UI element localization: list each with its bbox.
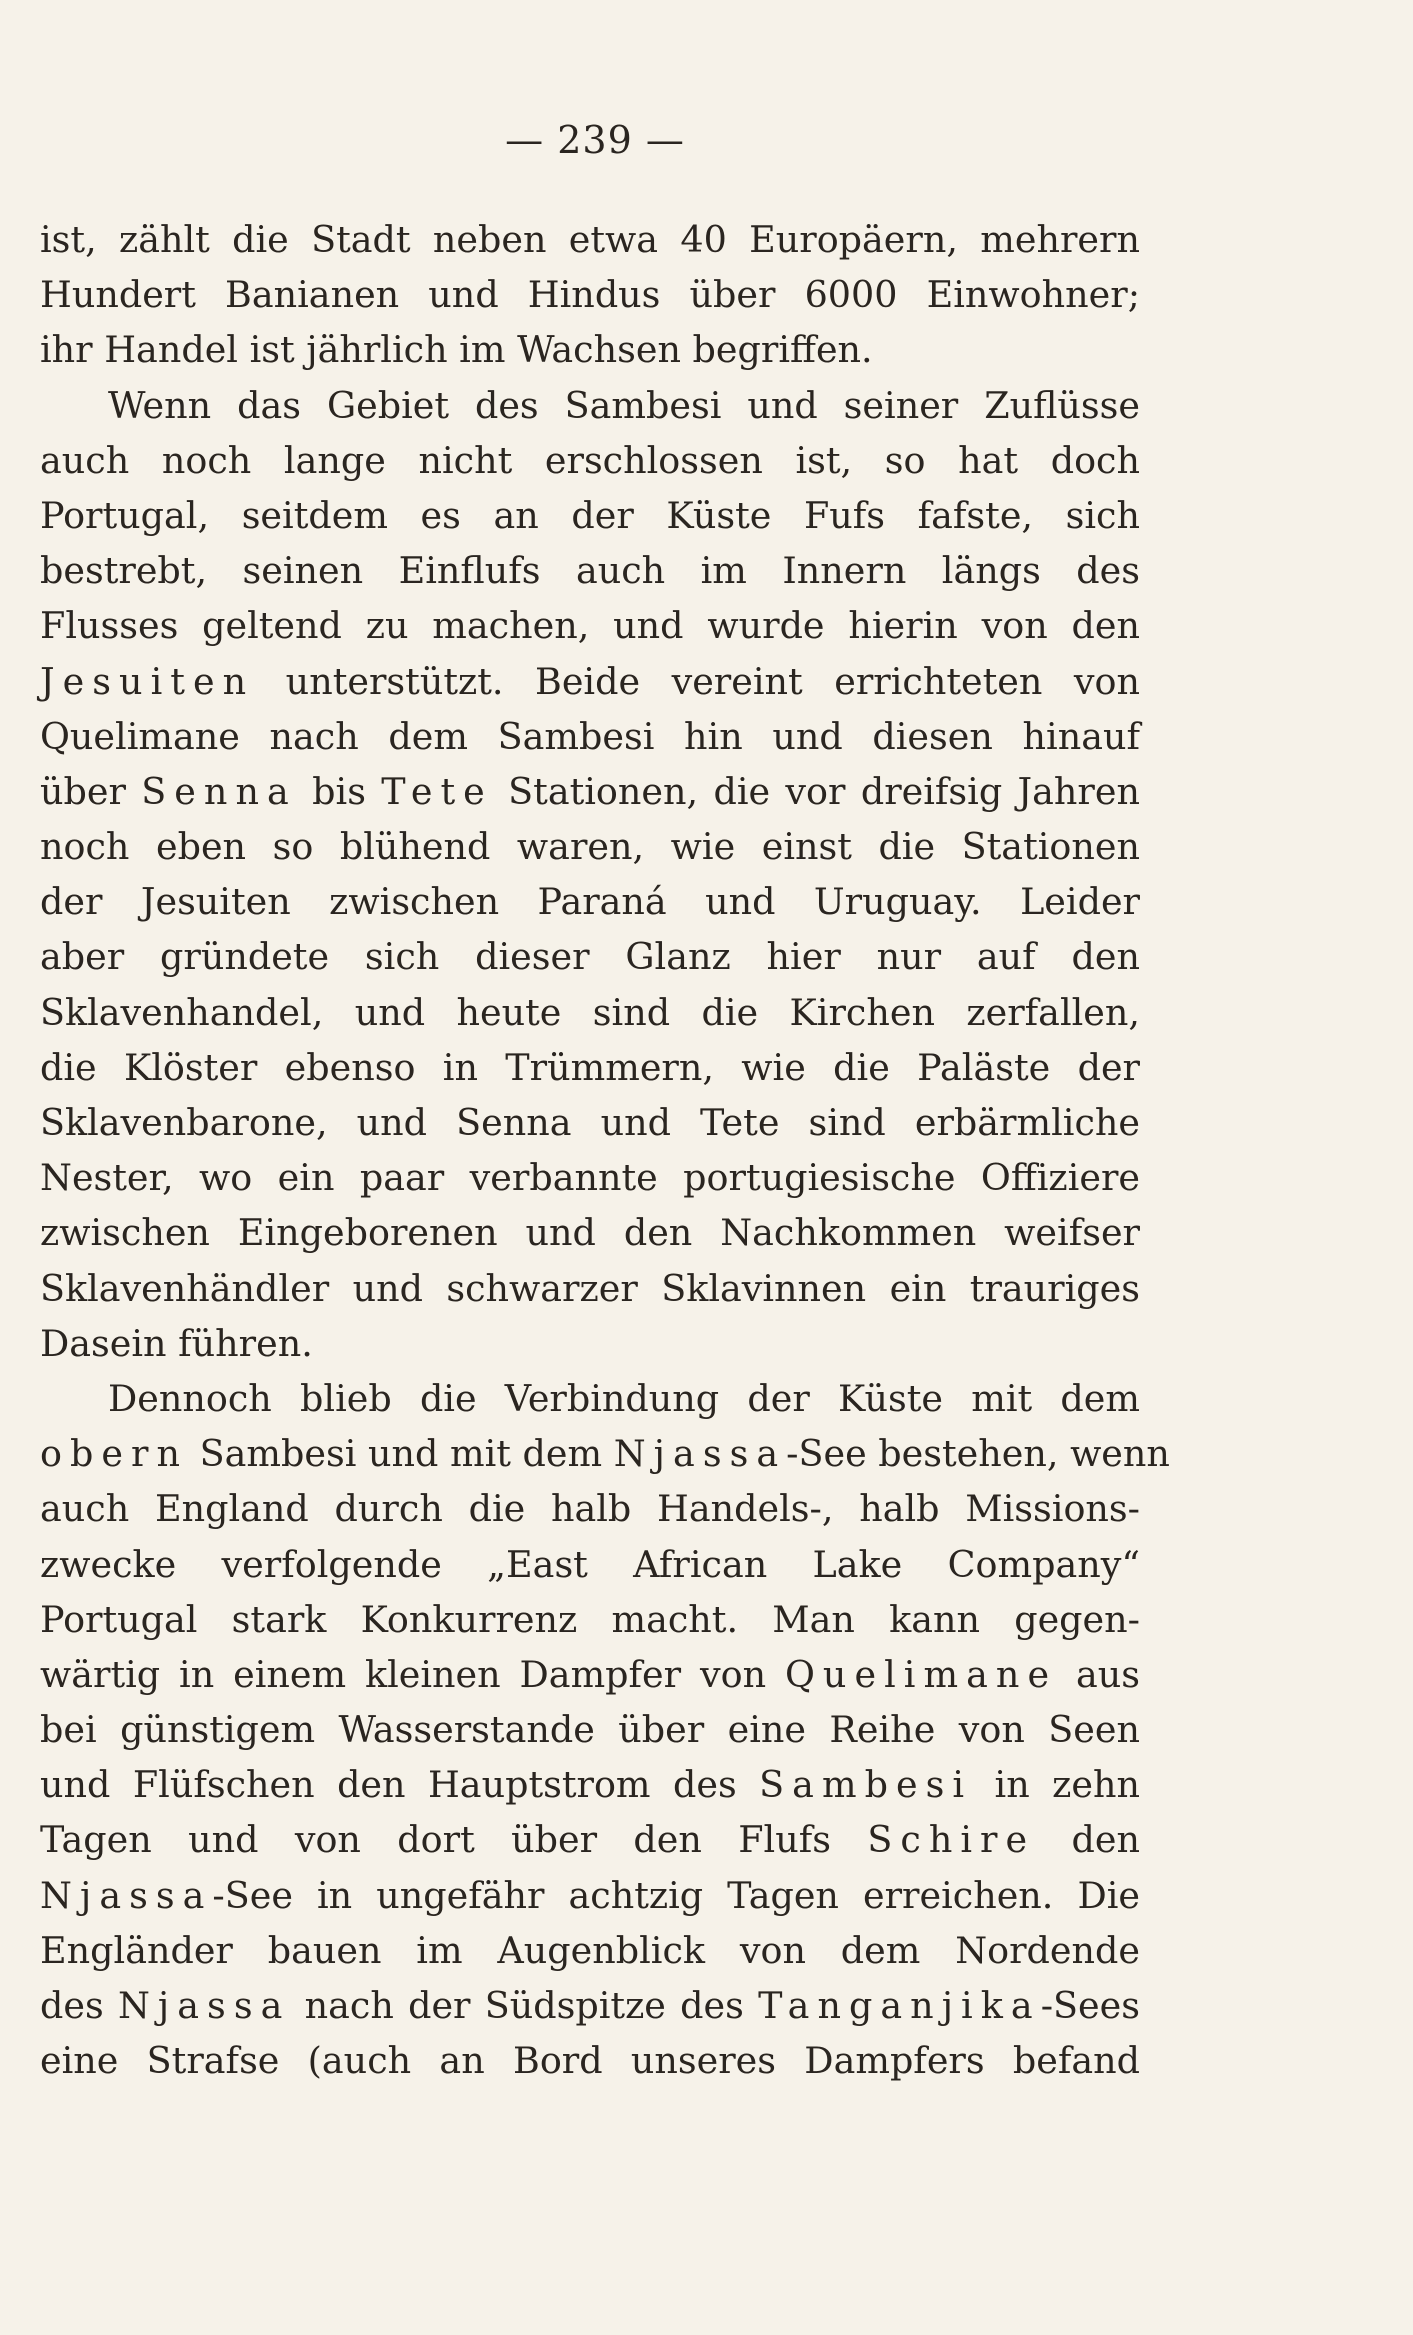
- text-line: [40, 1812, 1140, 1867]
- text-line: [40, 764, 1140, 819]
- text-segment: aus: [1057, 1652, 1140, 1696]
- text-line: aber gründete sich dieser Glanz hier nur auf den: [40, 935, 1140, 979]
- text-line: noch eben so blühend waren, wie einst die Stationen: [40, 825, 1140, 869]
- text-segment: nach der Südspitze des: [290, 1984, 759, 2027]
- text-segment: und Flüfschen den Hauptstrom des: [40, 1763, 760, 1807]
- text-line: auch England durch die halb Handels-, halb Missions-: [40, 1487, 1140, 1531]
- text-line: Sklavenbarone, und Senna und Tete sind erbärmliche: [40, 1101, 1140, 1144]
- text-line: der Jesuiten zwischen Paraná und Uruguay. Leider: [40, 880, 1140, 924]
- text-line: bei günstigem Wasserstande über eine Reihe von Seen: [40, 1708, 1140, 1752]
- text-line: Sklavenhändler und schwarzer Sklavinnen ein trauriges: [40, 1266, 1140, 1310]
- text-line: zwecke verfolgende „East African Lake Company“: [40, 1542, 1140, 1586]
- text-segment: -Sees: [1040, 1984, 1140, 2027]
- text-line: Portugal, seitdem es an der Küste Fufs fafste, sich: [40, 493, 1140, 537]
- text-segment: -See bestehen, wenn: [786, 1432, 1170, 1476]
- spaced-word: Njassa: [40, 1873, 213, 1917]
- body-text: [40, 212, 1170, 2088]
- text-line: auch noch lange nicht erschlossen ist, so hat doch: [40, 438, 1140, 482]
- text-line: Dasein führen.: [40, 1321, 313, 1365]
- spaced-word: Njassa: [613, 1432, 787, 1476]
- text-segment: über: [40, 769, 142, 813]
- spaced-word: Njassa: [117, 1984, 291, 2027]
- spaced-word: Jesuiten: [40, 659, 255, 703]
- text-segment: bis: [296, 769, 382, 813]
- text-line: Hundert Banianen und Hindus über 6000 Einwohner;: [40, 273, 1140, 317]
- text-line: Quelimane nach dem Sambesi hin und diesen hinauf: [40, 714, 1140, 758]
- text-segment: Tagen und von dort über den Flufs: [40, 1818, 868, 1862]
- text-line: ist, zählt die Stadt neben etwa 40 Europäern, mehrern: [40, 218, 1140, 261]
- text-line: ihr Handel ist jährlich im Wachsen begriffen.: [40, 328, 873, 372]
- spaced-word: Tete: [381, 769, 493, 813]
- text-segment: Sambesi und mit dem: [188, 1432, 614, 1476]
- text-line: [40, 1426, 1170, 1481]
- text-line: Nester, wo ein paar verbannte portugiesische Offiziere: [40, 1156, 1140, 1200]
- spaced-word: Senna: [141, 769, 297, 813]
- text-line: Dennoch blieb die Verbindung der Küste mit dem: [108, 1376, 1140, 1420]
- text-line: [40, 1978, 1140, 2033]
- text-line: [40, 654, 1140, 709]
- text-line: Flusses geltend zu machen, und wurde hierin von den: [40, 604, 1140, 648]
- text-line: zwischen Eingeborenen und den Nachkommen weifser: [40, 1211, 1140, 1255]
- spaced-word: obern: [40, 1432, 189, 1476]
- text-segment: in zehn: [972, 1763, 1140, 1807]
- text-line: [40, 1757, 1140, 1812]
- text-segment: unterstützt. Beide vereint errichteten von: [254, 659, 1140, 703]
- text-line: Portugal stark Konkurrenz macht. Man kann gegen-: [40, 1597, 1140, 1641]
- spaced-word: Schire: [867, 1818, 1036, 1862]
- spaced-word: Tanganjika: [758, 1984, 1041, 2027]
- text-segment: des: [40, 1984, 118, 2027]
- text-segment: -See in ungefähr achtzig Tagen erreichen. Die: [212, 1873, 1140, 1917]
- page-number: — 239 —: [505, 118, 685, 162]
- text-line: Sklavenhandel, und heute sind die Kirchen zerfallen,: [40, 990, 1140, 1034]
- text-line: Wenn das Gebiet des Sambesi und seiner Zuflüsse: [108, 383, 1140, 427]
- text-line: eine Strafse (auch an Bord unseres Dampfers befand: [40, 2039, 1140, 2083]
- text-line: Engländer bauen im Augenblick von dem Nordende: [40, 1928, 1140, 1972]
- spaced-word: Quelimane: [784, 1652, 1058, 1696]
- text-line: die Klöster ebenso in Trümmern, wie die Paläste der: [40, 1045, 1140, 1089]
- text-line: bestrebt, seinen Einflufs auch im Innern längs des: [40, 549, 1140, 593]
- text-line: [40, 1647, 1140, 1702]
- text-segment: Stationen, die vor dreifsig Jahren: [492, 769, 1140, 813]
- text-line: [40, 1868, 1140, 1923]
- text-segment: wärtig in einem kleinen Dampfer von: [40, 1652, 785, 1696]
- text-segment: den: [1035, 1818, 1140, 1862]
- spaced-word: Sambesi: [759, 1763, 973, 1807]
